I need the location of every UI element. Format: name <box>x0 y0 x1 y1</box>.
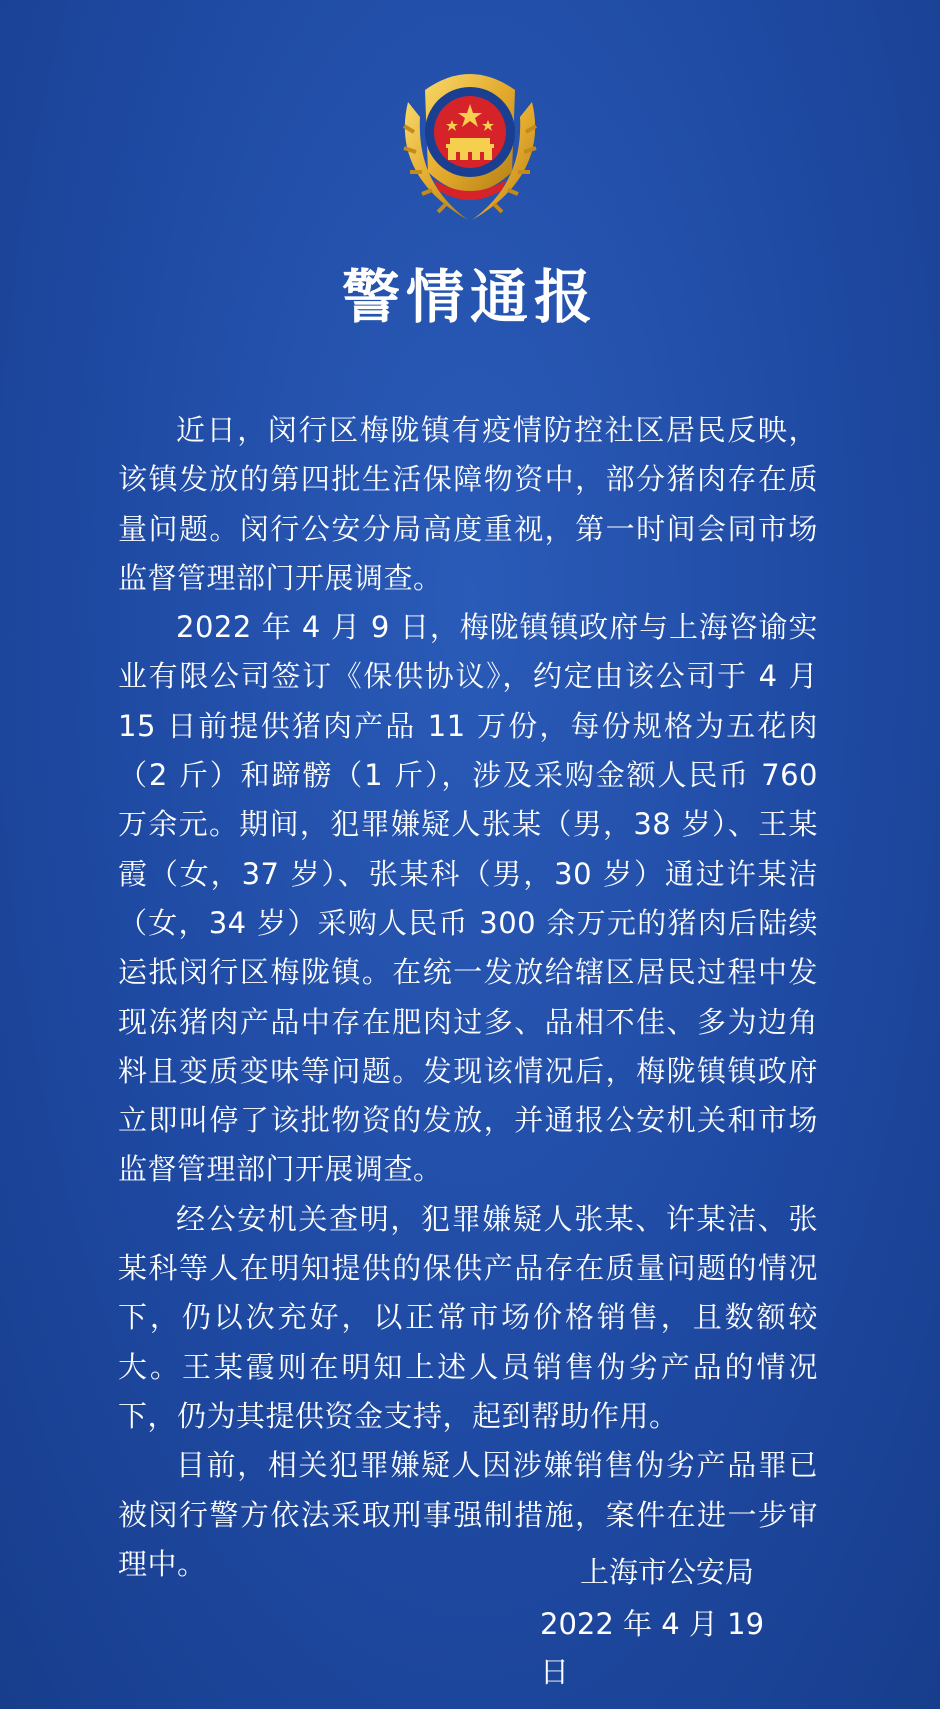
issuing-organization: 上海市公安局 <box>580 1555 755 1589</box>
page-title: 警情通报 <box>341 263 598 331</box>
signature-block <box>540 1548 800 1696</box>
issue-date: 2022 年 4 月 19 日 <box>540 1607 765 1689</box>
paragraph-3: 经公安机关查明，犯罪嫌疑人张某、许某洁、张某科等人在明知提供的保供产品存在质量问题的情况下，仍以次充好，以正常市场价格销售，且数额较大。王某霞则在明知上述人员销售伪劣产品的情况下，仍为其提供资金支持，起到帮助作用。 <box>118 1201 818 1433</box>
paragraph-1: 近日，闵行区梅陇镇有疫情防控社区居民反映，该镇发放的第四批生活保障物资中，部分猪肉存在质量问题。闵行公安分局高度重视，第一时间会同市场监督管理部门开展调查。 <box>118 413 818 595</box>
paragraph-4: 目前，相关犯罪嫌疑人因涉嫌销售伪劣产品罪已被闵行警方依法采取刑事强制措施，案件在进一步审理中。 <box>118 1448 818 1581</box>
paragraph-2: 2022 年 4 月 9 日，梅陇镇镇政府与上海咨谕实业有限公司签订《保供协议》，约定由该公司于 4 月 15 日前提供猪肉产品 11 万份，每份规格为五花肉（2 斤）和蹄髈（1 斤），涉及采购金额人民币 760 万余元。期间，犯罪嫌疑人张某（男，38 岁）、王某霞（女，37 岁）、张某科（男，30 岁）通过许某洁（女，34 岁）采购人民币 300 余万元的猪肉后陆续运抵闵行区梅陇镇。在统一发放给辖区居民过程中发现冻猪肉产品中存在肥肉过多、品相不佳、多为边角料且变质变味等问题。发现该情况后，梅陇镇镇政府立即叫停了该批物资的发放，并通报公安机关和市场监督管理部门开展调查。 <box>118 610 818 1187</box>
notice-body <box>118 406 818 1589</box>
police-emblem-icon <box>390 62 550 227</box>
